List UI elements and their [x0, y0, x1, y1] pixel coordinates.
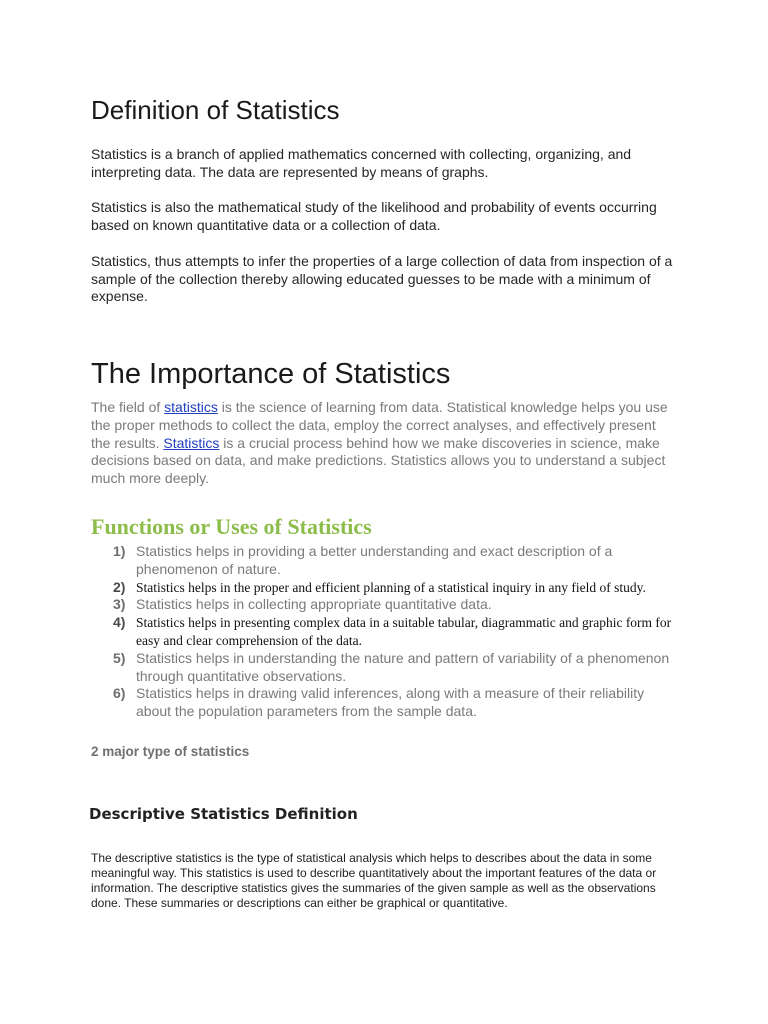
definition-paragraph-2: Statistics is also the mathematical study of the likelihood and probability of events occurring based on known quantitative data or a collection of data.	[91, 199, 657, 233]
functions-list	[91, 543, 681, 721]
importance-title: The Importance of Statistics	[91, 358, 451, 390]
statistics-link-1[interactable]: statistics	[164, 399, 218, 415]
list-number: 3)	[113, 596, 126, 613]
descriptive-paragraph: The descriptive statistics is the type of statistical analysis which helps to describes about the data in some meaningful way. This statistics is used to describe quantitatively about the important features of the data or information. The descriptive statistics gives the summaries of the given sample as well as the observations done. These summaries or descriptions can either be graphical or quantitative.	[91, 851, 657, 910]
list-text: Statistics helps in drawing valid inferences, along with a measure of their reliability about the population parameters from the sample data.	[136, 685, 645, 720]
list-item	[91, 579, 681, 597]
functions-title: Functions or Uses of Statistics	[91, 514, 372, 539]
statistics-link-2[interactable]: Statistics	[163, 434, 220, 451]
list-text: Statistics helps in collecting appropriate quantitative data.	[136, 596, 492, 613]
list-item	[91, 596, 681, 614]
list-text: Statistics helps in the proper and efficient planning of a statistical inquiry in any field of study.	[136, 579, 646, 595]
list-text: Statistics helps in providing a better understanding and exact description of a phenomenon of nature.	[136, 543, 613, 577]
list-item	[91, 614, 681, 650]
types-label: 2 major type of statistics	[91, 744, 250, 759]
importance-text-1: The field of	[91, 399, 165, 415]
definition-paragraph-3: Statistics, thus attempts to infer the properties of a large collection of data from inspection of a sample of the collection thereby allowing educated guesses to be made with a minimum of expense.	[91, 253, 673, 304]
list-number: 1)	[113, 543, 126, 559]
importance-paragraph	[91, 399, 676, 488]
list-number: 4)	[113, 614, 126, 631]
list-text: Statistics helps in presenting complex data in a suitable tabular, diagrammatic and graphic form for easy and clear comprehension of the data.	[136, 615, 672, 648]
definition-paragraph-1: Statistics is a branch of applied mathematics concerned with collecting, organizing, and interpreting data. The data are represented by means of graphs.	[91, 146, 632, 180]
list-number: 6)	[113, 685, 126, 702]
list-item	[91, 543, 681, 579]
list-number: 2)	[113, 578, 126, 595]
list-number: 5)	[113, 649, 126, 666]
definition-title: Definition of Statistics	[91, 95, 340, 125]
list-item	[91, 650, 681, 686]
descriptive-title: Descriptive Statistics Definition	[89, 805, 358, 823]
importance-text-2: is the science of learning from data. Statistical knowledge helps you use the proper methods to collect the data, employ the correct analyses, and effectively present the results.	[91, 399, 668, 451]
list-item	[91, 685, 681, 721]
list-text: Statistics helps in understanding the nature and pattern of variability of a phenomenon through quantitative observations.	[136, 649, 670, 684]
importance-text-3: is a crucial process behind how we make discoveries in science, make decisions based on data, and make predictions. Statistics allows you to understand a subject much more deeply.	[91, 434, 666, 487]
